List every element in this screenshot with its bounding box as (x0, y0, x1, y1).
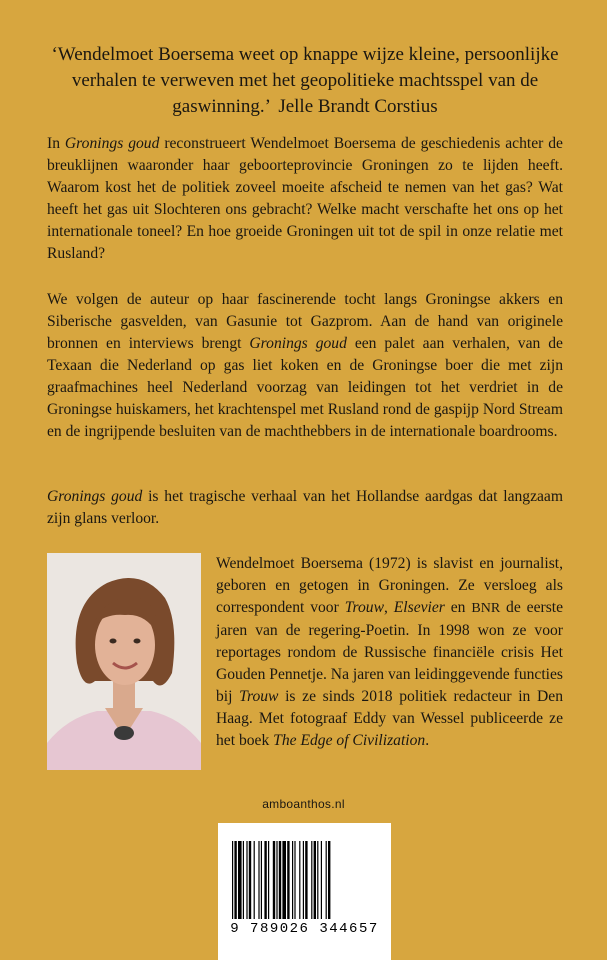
publisher-website: amboanthos.nl (262, 797, 345, 811)
barcode-bar (243, 841, 244, 919)
barcode-bar (321, 841, 322, 919)
p2-text-a: We volgen de auteur op haar fascinerende tocht langs Groningse akkers en Siberische gasvelden, van Gasunie tot Gazprom. Aan de hand van originele bronnen en interviews brengt (47, 291, 563, 352)
quote-text: ‘Wendelmoet Boersema weet op knappe wijze kleine, persoonlijke verhalen te verweven met het geopolitieke machtsspel van de gaswinning.’ (51, 44, 559, 117)
bio-text: de eerste jaren van de regering-Poetin. In 1998 won ze voor reportages rondom de Russische financiële crisis Het Gouden Pennetje. Na jaren van leidinggevende functies bij (216, 599, 564, 705)
book-title-inline: Gronings goud (249, 335, 347, 352)
p1-text-c: reconstrueert Wendelmoet Boersema de geschiedenis achter de breuklijnen waaronder haar geboorteprovincie Groningen zo te lijden heeft. Waarom kost het de politiek zoveel moeite afscheid te nemen van het gas? Wat heeft het gas uit Slochteren ons gebracht? Welke macht verschafte het ons op het internationale toneel? En hoe groeide Groningen uit tot de spil in onze relatie met Rusland? (47, 135, 563, 262)
barcode-bar (264, 841, 266, 919)
barcode-bar (246, 841, 247, 919)
barcode-bar (303, 841, 304, 919)
barcode-panel (218, 823, 391, 960)
barcode-bar (258, 841, 259, 919)
bio-text: . (425, 732, 430, 749)
barcode-bar (299, 841, 300, 919)
blurb-paragraph-1 (47, 133, 563, 265)
barcode-bar (268, 841, 269, 919)
blurb-paragraph-2 (47, 289, 563, 443)
barcode-bar (282, 841, 286, 919)
barcode-bar (294, 841, 295, 919)
barcode-bar (273, 841, 275, 919)
cover-quote (38, 42, 572, 120)
book-title-inline: Gronings goud (47, 488, 143, 505)
barcode-bar (317, 841, 318, 919)
barcode-bar (238, 841, 242, 919)
barcode-bar (326, 841, 327, 919)
p1-text-a: In (47, 135, 65, 152)
broadcaster-name: BNR (471, 601, 501, 616)
barcode-bar (287, 841, 289, 919)
bio-text: Wendelmoet Boersema (1972) is slavist en journalist, geboren en getogen in Groningen. Ze versloeg als correspondent voor (216, 555, 563, 616)
magazine-name: Elsevier (393, 599, 445, 616)
barcode-bar (249, 841, 251, 919)
bio-text: is ze sinds 2018 politiek redacteur in Den Haag. Met fotograaf Eddy van Wessel publiceerde ze het boek (216, 688, 563, 749)
author-photo (47, 553, 201, 770)
newspaper-name: Trouw (239, 688, 279, 705)
quote-author: Jelle Brandt Corstius (278, 96, 438, 117)
barcode-bar (276, 841, 277, 919)
barcode-bar (279, 841, 281, 919)
newspaper-name: Trouw (344, 599, 384, 616)
barcode-bar (314, 841, 316, 919)
book-title-inline: The Edge of Civilization (273, 732, 426, 749)
barcode-icon (232, 841, 377, 919)
barcode-bar (234, 841, 236, 919)
author-portrait-illustration (47, 553, 201, 770)
barcode-bar (292, 841, 293, 919)
p2-text-c: een palet aan verhalen, van de Texaan die Nederland op gas liet koken en de Groningse boer die met zijn graafmachines heel Nederland voorzag van leidingen tot het verdriet in de Groningse huiskamers, het krachtenspel met Rusland rond de gaspijp Nord Stream en de ingrijpende besluiten van de machthebbers in de internationale boardrooms. (47, 335, 563, 440)
author-bio (216, 553, 563, 752)
barcode-bar (328, 841, 330, 919)
blurb-paragraph-3 (47, 486, 563, 530)
barcode-bar (311, 841, 312, 919)
p3-text-b: is het tragische verhaal van het Hollandse aardgas dat langzaam zijn glans verloor. (47, 488, 563, 527)
barcode-bar (305, 841, 307, 919)
barcode-bar (254, 841, 255, 919)
bio-text: , (383, 599, 394, 616)
book-title-inline: Gronings goud (64, 135, 160, 152)
bio-text: en (444, 599, 472, 616)
barcode-bar (261, 841, 262, 919)
barcode-bar (232, 841, 233, 919)
isbn-number: 9 789026 344657 (230, 921, 379, 937)
